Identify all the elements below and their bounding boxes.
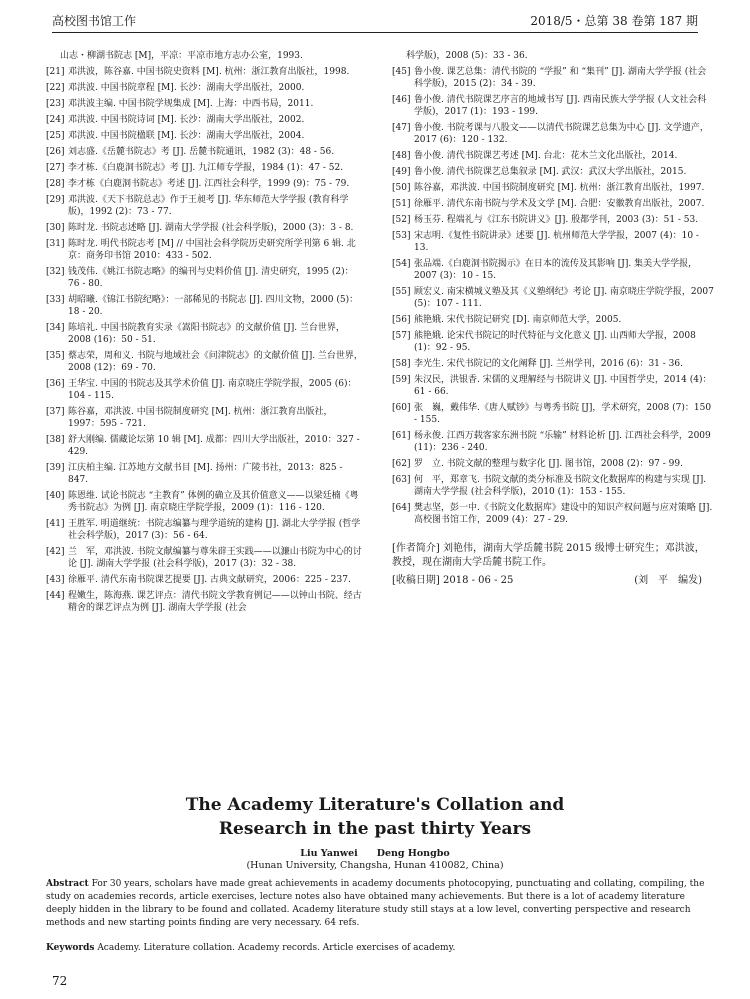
reference-number: [51] bbox=[392, 199, 411, 209]
reference-item bbox=[46, 322, 364, 346]
reference-number: [57] bbox=[392, 331, 411, 341]
reference-item bbox=[392, 286, 714, 310]
reference-number: [29] bbox=[46, 195, 65, 205]
reference-number: [62] bbox=[392, 459, 411, 469]
reference-number: [31] bbox=[46, 239, 65, 249]
reference-number: [30] bbox=[46, 223, 65, 233]
reference-text: 李才栋《白鹿洞书院志》考述 [J]. 江西社会科学，1999 (9)：75 - 79. bbox=[68, 179, 350, 189]
reference-number: [50] bbox=[392, 183, 411, 193]
reference-item bbox=[392, 474, 714, 498]
reference-item bbox=[46, 146, 364, 158]
reference-number: [56] bbox=[392, 315, 411, 325]
reference-number: [60] bbox=[392, 403, 411, 413]
reference-item bbox=[46, 222, 364, 234]
reference-item bbox=[392, 374, 714, 398]
reference-item bbox=[46, 546, 364, 570]
reference-item bbox=[392, 502, 714, 526]
reference-number: [52] bbox=[392, 215, 411, 225]
reference-text: 王胜军. 明道继统：书院志编纂与理学道统的建构 [J]. 湖北大学学报 (哲学社会科学版)，2017 (3)：56 - 64. bbox=[68, 519, 361, 541]
reference-text: 邓洪波.《天下书院总志》作于王昶考 [J]. 华东师范大学学报 (教育科学版)，1992 (2)：73 - 77. bbox=[68, 195, 349, 217]
reference-item bbox=[46, 50, 364, 62]
reference-text: 陈谷嘉，邓洪波. 中国书院制度研究 [M]. 杭州：浙江教育出版社，1997：595 - 721. bbox=[68, 407, 333, 429]
reference-text: 王华宝. 中国的书院志及其学术价值 [J]. 南京晓庄学院学报，2005 (6)：104 - 115. bbox=[68, 379, 357, 401]
reference-number: [42] bbox=[46, 547, 65, 557]
reference-text: 宋志明.《复性书院讲录》述要 [J]. 杭州师范大学学报，2007 (4)：10 - 13. bbox=[414, 231, 699, 253]
reference-text: 何 平，郑章飞. 书院文献的类分标准及书院文化数据库的构建与实现 [J]. 湖南大学学报 (社会科学版)，2010 (1)：153 - 155. bbox=[414, 475, 707, 497]
received-date-line bbox=[392, 574, 714, 588]
reference-text: 胡昭曦.《锦江书院纪略》：一部稀见的书院志 [J]. 四川文物，2000 (5)：18 - 20. bbox=[68, 295, 359, 317]
reference-text: 鲁小俊. 清代书院课艺总集叙录 [M]. 武汉：武汉大学出版社，2015. bbox=[414, 167, 687, 177]
issue-info: 2018/5・总第 38 卷第 187 期 bbox=[530, 14, 698, 28]
editor-note: (刘 平 编发) bbox=[634, 575, 702, 586]
reference-text: 刘志盛.《岳麓书院志》考 [J]. 岳麓书院通讯，1982 (3)：48 - 56. bbox=[68, 147, 335, 157]
reference-text: 邓洪波. 中国书院楹联 [M]. 长沙：湖南大学出版社，2004. bbox=[68, 131, 305, 141]
reference-item bbox=[46, 574, 364, 586]
reference-item bbox=[392, 458, 714, 470]
reference-item bbox=[46, 266, 364, 290]
abstract-label: Abstract bbox=[46, 879, 89, 889]
reference-number: [38] bbox=[46, 435, 65, 445]
reference-text: 陈恩维. 试论书院志 “主教育” 体例的确立及其价值意义——以梁廷楠《粤秀书院志》为例 [J]. 南京晓庄学院学报，2009 (1)：116 - 120. bbox=[68, 491, 359, 513]
reference-number: [54] bbox=[392, 259, 411, 269]
reference-item bbox=[46, 406, 364, 430]
reference-number: [36] bbox=[46, 379, 65, 389]
reference-item bbox=[46, 114, 364, 126]
reference-number: [46] bbox=[392, 95, 411, 105]
references-right-list bbox=[392, 50, 714, 526]
reference-item bbox=[392, 402, 714, 426]
reference-number: [49] bbox=[392, 167, 411, 177]
reference-item bbox=[392, 150, 714, 162]
reference-item bbox=[392, 50, 714, 62]
reference-item bbox=[46, 130, 364, 142]
references-left-column bbox=[46, 50, 364, 618]
reference-text: 鲁小俊. 课艺总集：清代书院的 “学报” 和 “集刊” [J]. 湖南大学学报 (社会科学版)，2015 (2)：34 - 39. bbox=[414, 67, 707, 89]
keywords-text: Academy. Literature collation. Academy records. Article exercises of academy. bbox=[97, 943, 456, 953]
reference-text: 程嫩生，陈海燕. 课艺评点：清代书院文学教育例记——以钟山书院、经古精舍的课艺评点为例 [J]. 湖南大学学报 (社会 bbox=[68, 591, 362, 613]
reference-number: [26] bbox=[46, 147, 65, 157]
reference-item bbox=[392, 122, 714, 146]
english-title-line-1: The Academy Literature's Collation and bbox=[185, 795, 565, 815]
reference-text: 熊艳娥. 宋代书院记研究 [D]. 南京师范大学，2005. bbox=[414, 315, 622, 325]
reference-text: 科学版)，2008 (5)：33 - 36. bbox=[406, 51, 528, 61]
reference-number: [59] bbox=[392, 375, 411, 385]
reference-text: 罗 立. 书院文献的整理与数字化 [J]. 图书馆，2008 (2)：97 - 99. bbox=[414, 459, 683, 469]
reference-item bbox=[392, 358, 714, 370]
reference-text: 鲁小俊. 清代书院课艺序言的地域书写 [J]. 西南民族大学学报 (人文社会科学版)，2017 (1)：193 - 199. bbox=[414, 95, 707, 117]
reference-item bbox=[46, 490, 364, 514]
reference-item bbox=[46, 162, 364, 174]
reference-number: [40] bbox=[46, 491, 65, 501]
reference-text: 邓洪波. 中国书院诗词 [M]. 长沙：湖南大学出版社，2002. bbox=[68, 115, 305, 125]
reference-number: [35] bbox=[46, 351, 65, 361]
reference-number: [33] bbox=[46, 295, 65, 305]
reference-text: 朱汉民，洪银香. 宋儒的义理解经与书院讲义 [J]. 中国哲学史，2014 (4)：61 - 66. bbox=[414, 375, 712, 397]
reference-text: 钱茂伟.《姚江书院志略》的编刊与史料价值 [J]. 清史研究，1995 (2)：76 - 80. bbox=[68, 267, 354, 289]
reference-number: [37] bbox=[46, 407, 65, 417]
reference-text: 鲁小俊. 书院考课与八股文——以清代书院课艺总集为中心 [J]. 文学遗产，2017 (6)：120 - 132. bbox=[414, 123, 709, 145]
reference-text: 徐雁平. 清代东南书院与学术及文学 [M]. 合肥：安徽教育出版社，2007. bbox=[414, 199, 705, 209]
reference-number: [63] bbox=[392, 475, 411, 485]
reference-number: [21] bbox=[46, 67, 65, 77]
reference-text: 邓洪波. 中国书院章程 [M]. 长沙：湖南大学出版社，2000. bbox=[68, 83, 305, 93]
reference-number: [22] bbox=[46, 83, 65, 93]
reference-text: 李光生. 宋代书院记的文化阐释 [J]. 兰州学刊，2016 (6)：31 - 36. bbox=[414, 359, 683, 369]
reference-item bbox=[46, 98, 364, 110]
reference-number: [27] bbox=[46, 163, 65, 173]
reference-number: [64] bbox=[392, 503, 411, 513]
reference-text: 顾宏义. 南宋横城义塾及其《义塾纲纪》考论 [J]. 南京晓庄学院学报，2007 (5)：107 - 111. bbox=[414, 287, 714, 309]
reference-item bbox=[46, 434, 364, 458]
reference-number: [44] bbox=[46, 591, 65, 601]
reference-text: 张 巍，戴伟华.《唐人赋钞》与粤秀书院 [J]，学术研究，2008 (7)：150 - 155. bbox=[414, 403, 712, 425]
reference-text: 邓洪波主编. 中国书院学规集成 [M]. 上海：中西书局，2011. bbox=[68, 99, 314, 109]
reference-item bbox=[392, 430, 714, 454]
reference-text: 江庆柏主编. 江苏地方文献书目 [M]. 扬州：广陵书社，2013：825 - 847. bbox=[68, 463, 343, 485]
reference-number: [28] bbox=[46, 179, 65, 189]
reference-text: 张品端.《白鹿洞书院揭示》在日本的流传及其影响 [J]. 集美大学学报，2007 (3)：10 - 15. bbox=[414, 259, 698, 281]
running-header bbox=[52, 8, 698, 33]
reference-item bbox=[46, 82, 364, 94]
journal-name: 高校图书馆工作 bbox=[52, 14, 137, 28]
reference-item bbox=[392, 258, 714, 282]
english-title-line-2: Research in the past thirty Years bbox=[218, 819, 532, 839]
reference-item bbox=[46, 194, 364, 218]
english-abstract bbox=[46, 878, 706, 930]
received-date: [收稿日期] 2018 - 06 - 25 bbox=[392, 575, 514, 586]
reference-item bbox=[46, 590, 364, 614]
reference-text: 李才栋.《白鹿洞书院志》考 [J]. 九江师专学报，1984 (1)：47 - 52. bbox=[68, 163, 344, 173]
english-keywords bbox=[46, 942, 706, 955]
reference-text: 徐雁平. 清代东南书院课艺提要 [J]. 古典文献研究，2006：225 - 237. bbox=[68, 575, 351, 585]
page-number: 72 bbox=[52, 974, 68, 988]
abstract-text: For 30 years, scholars have made great achievements in academy documents photocopying, punctuating and collating, compiling, the study on academies records, article exercises, lecture notes also have obtained many achievements. But there is a lot of academy literature deeply hidden in the library to be found and collated. Academy literature study still stays at a low level, converting perspective and research methods and new starting points finding are very necessary. 64 refs. bbox=[46, 879, 705, 928]
reference-number: [43] bbox=[46, 575, 65, 585]
english-affiliation: (Hunan University, Changsha, Hunan 410082, China) bbox=[246, 860, 504, 871]
reference-item bbox=[46, 378, 364, 402]
reference-number: [47] bbox=[392, 123, 411, 133]
reference-text: 蔡志荣，周和义. 书院与地域社会《问津院志》的文献价值 [J]. 兰台世界，2008 (12)：69 - 70. bbox=[68, 351, 363, 373]
reference-item bbox=[46, 294, 364, 318]
reference-number: [25] bbox=[46, 131, 65, 141]
reference-number: [45] bbox=[392, 67, 411, 77]
reference-number: [39] bbox=[46, 463, 65, 473]
reference-number: [23] bbox=[46, 99, 65, 109]
reference-item bbox=[46, 238, 364, 262]
reference-item bbox=[392, 66, 714, 90]
english-authors: Liu Yanwei Deng Hongbo bbox=[300, 848, 450, 859]
reference-text: 舒大刚编. 儒藏论坛第 10 辑 [M]. 成都：四川大学出版社，2010：327 - 429. bbox=[68, 435, 360, 457]
reference-text: 陈时龙. 书院志述略 [J]. 湖南大学学报 (社会科学版)，2000 (3)：3 - 8. bbox=[68, 223, 354, 233]
reference-text: 陈时龙. 明代书院志考 [M] // 中国社会科学院历史研究所学刊第 6 辑. 北京：商务印书馆 2010：433 - 502. bbox=[68, 239, 356, 261]
reference-text: 杨永俊. 江西万载客家东洲书院 “乐输” 材料论析 [J]. 江西社会科学，2009 (11)：236 - 240. bbox=[414, 431, 711, 453]
reference-item bbox=[392, 94, 714, 118]
keywords-label: Keywords bbox=[46, 943, 95, 953]
reference-number: [48] bbox=[392, 151, 411, 161]
reference-text: 熊艳娥. 论宋代书院记的时代特征与文化意义 [J]. 山西师大学报，2008 (1)：92 - 95. bbox=[414, 331, 696, 353]
reference-item bbox=[392, 166, 714, 178]
reference-number: [55] bbox=[392, 287, 411, 297]
reference-text: 杨玉芬. 程端礼与《江东书院讲义》[J]. 殷都学刊，2003 (3)：51 - 53. bbox=[414, 215, 699, 225]
reference-number: [53] bbox=[392, 231, 411, 241]
reference-item bbox=[46, 462, 364, 486]
reference-number: [61] bbox=[392, 431, 411, 441]
reference-item bbox=[46, 350, 364, 374]
reference-item bbox=[392, 330, 714, 354]
reference-item bbox=[392, 198, 714, 210]
reference-item bbox=[46, 178, 364, 190]
reference-number: [32] bbox=[46, 267, 65, 277]
reference-item bbox=[46, 518, 364, 542]
reference-number: [58] bbox=[392, 359, 411, 369]
reference-number: [24] bbox=[46, 115, 65, 125]
reference-text: 陈培礼. 中国书院教育实录《嵩阳书院志》的文献价值 [J]. 兰台世界，2008 (16)：50 - 51. bbox=[68, 323, 345, 345]
references-right-column bbox=[392, 50, 714, 588]
reference-text: 邓洪波，陈谷嘉. 中国书院史资料 [M]. 杭州：浙江教育出版社，1998. bbox=[68, 67, 350, 77]
reference-text: 樊志坚，彭一中.《书院文化数据库》建设中的知识产权问题与应对策略 [J]. 高校图书馆工作，2009 (4)：27 - 29. bbox=[414, 503, 713, 525]
reference-item bbox=[392, 182, 714, 194]
reference-number: [41] bbox=[46, 519, 65, 529]
reference-text: 山志・柳湖书院志 [M]，平凉：平凉市地方志办公室，1993. bbox=[60, 51, 303, 61]
author-info: [作者简介] 刘艳伟，湖南大学岳麓书院 2015 级博士研究生；邓洪波，教授，现在湖南大学岳麓书院工作。 bbox=[392, 543, 705, 568]
reference-item bbox=[46, 66, 364, 78]
reference-item bbox=[392, 230, 714, 254]
reference-item bbox=[392, 314, 714, 326]
reference-text: 鲁小俊. 清代书院课艺考述 [M]. 台北：花木兰文化出版社，2014. bbox=[414, 151, 678, 161]
reference-text: 陈谷嘉，邓洪波. 中国书院制度研究 [M]. 杭州：浙江教育出版社，1997. bbox=[414, 183, 705, 193]
reference-number: [34] bbox=[46, 323, 65, 333]
reference-item bbox=[392, 214, 714, 226]
reference-text: 兰 军，邓洪波. 书院文献编纂与尊朱辟王实践——以濂山书院为中心的讨论 [J]. 湖南大学学报 (社会科学版)，2017 (3)：32 - 38. bbox=[68, 547, 362, 569]
